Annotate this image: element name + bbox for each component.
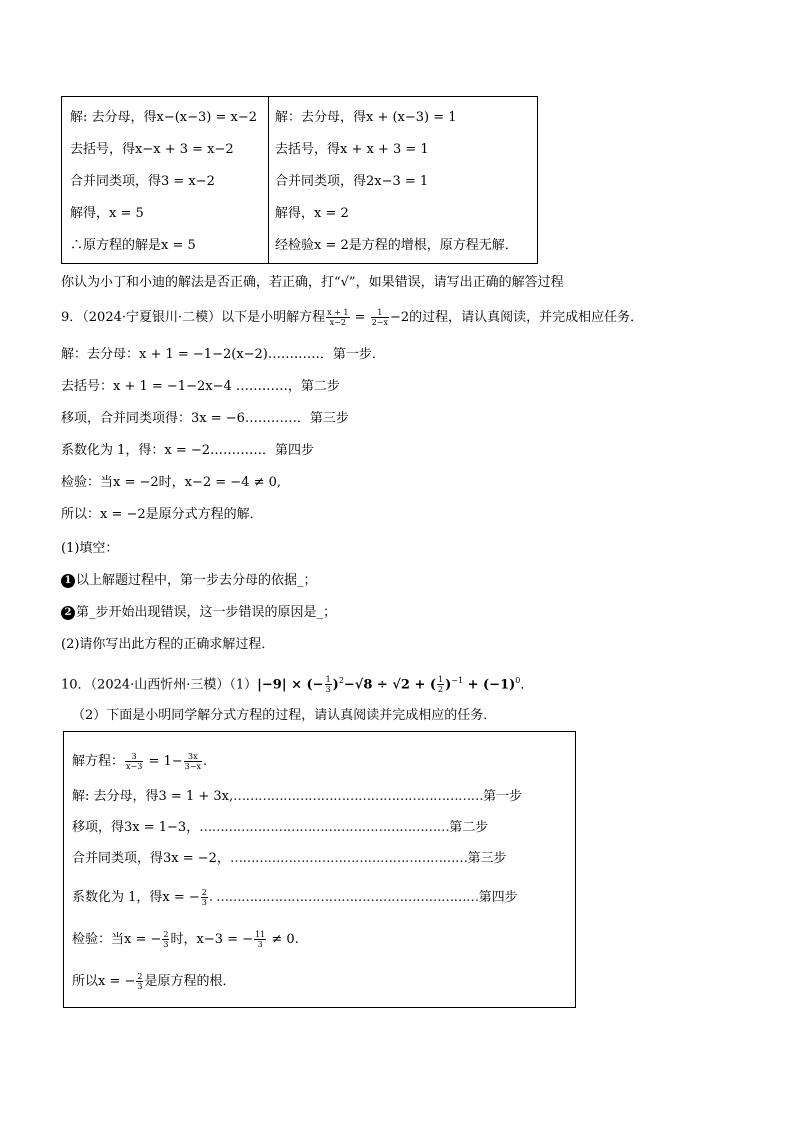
- box-fraction: [201, 888, 208, 907]
- fraction-numerator: 1: [325, 675, 331, 685]
- box-step-3: [72, 850, 506, 868]
- fraction-denominator: 3: [257, 940, 263, 949]
- table-row: 合并同类项，得2x−3 = 1: [275, 174, 429, 189]
- check-text: ≠ 0.: [267, 932, 299, 947]
- q9-step-4: 系数化为 1，得：x = −2…………．第四步: [61, 443, 315, 458]
- table-row: 解：去分母，得x + (x−3) = 1: [275, 110, 457, 125]
- q9-suffix: −2的过程，请认真阅读，并完成相应任务．: [390, 310, 644, 325]
- q10-expr-part: ): [445, 677, 452, 693]
- solutions-table: [61, 96, 538, 264]
- q10-header: [61, 672, 533, 694]
- subquestion-text: 以上解题过程中，第一步去分母的依据_；: [76, 573, 317, 588]
- fraction-denominator: 3: [137, 982, 143, 991]
- q9-step-3: 移项，合并同类项得：3x = −6…………．第三步: [61, 411, 349, 426]
- box-title-prefix: 解方程：: [72, 754, 125, 769]
- check-text: 检验：当x = −: [72, 932, 162, 947]
- q10-expr-part: + (−1): [463, 677, 516, 693]
- table-row: 去括号，得x + x + 3 = 1: [275, 142, 429, 157]
- q9-fraction-right: [371, 308, 389, 327]
- step-text: 解: 去分母，得3 = 1 + 3x,: [72, 789, 234, 804]
- table-row: 去括号，得x−x + 3 = x−2: [70, 142, 234, 157]
- box-step-4: [72, 888, 518, 907]
- q9-equals: =: [350, 310, 370, 325]
- conclusion-text: 是原方程的根．: [144, 974, 236, 989]
- box-conclusion: [72, 972, 236, 991]
- q9-header: [61, 308, 643, 327]
- fraction-numerator: 2: [201, 888, 207, 897]
- leader-dots: …………………………………………………: [229, 851, 468, 866]
- step-label: 第二步: [449, 820, 489, 835]
- fraction-denominator: 2−x: [371, 318, 388, 327]
- circled-number: 2: [61, 606, 75, 620]
- q10-prefix: 10．（2024·山西忻州·三模）（1）: [61, 677, 258, 693]
- q10-expr-part: |−9| × (−: [257, 677, 324, 693]
- subquestion-text: 第_步开始出现错误，这一步错误的原因是_；: [76, 605, 337, 620]
- step-label: 第四步: [478, 890, 518, 905]
- fraction-numerator: 1: [371, 308, 389, 318]
- step-text: 合并同类项，得3x = −2，: [72, 851, 230, 866]
- q10-part2: （2）下面是小明同学解分式方程的过程，请认真阅读并完成相应的任务．: [72, 708, 497, 723]
- solution-box: [63, 731, 576, 1008]
- q9-subquestion-1: [61, 572, 317, 590]
- q9-prefix: 9．（2024·宁夏银川·二模）以下是小明解方程: [61, 310, 326, 325]
- leader-dots: . ………………………………………………………: [208, 890, 479, 905]
- step-text: 移项，得3x = 1−3，: [72, 820, 200, 835]
- table-row: 合并同类项，得3 = x−2: [70, 174, 215, 189]
- q10-fraction: [325, 675, 332, 694]
- table-row: ∴原方程的解是x = 5: [70, 238, 196, 253]
- fraction-numerator: x + 1: [327, 308, 349, 317]
- q9-part2: (2)请你写出此方程的正确求解过程．: [61, 637, 275, 652]
- box-fraction: [125, 752, 143, 771]
- box-fraction: [254, 930, 266, 949]
- q10-expr-end: ．: [520, 677, 534, 693]
- solution-xiaodi: [269, 97, 537, 263]
- fraction-denominator: 3−x: [184, 762, 201, 771]
- table-row: 解: 去分母，得x−(x−3) = x−2: [70, 110, 258, 125]
- box-step-1: [72, 788, 522, 806]
- fraction-denominator: 3: [325, 685, 331, 695]
- leader-dots: ……………………………………………………: [199, 820, 450, 835]
- box-title-end: .: [202, 754, 208, 769]
- fraction-numerator: 3x: [184, 752, 202, 762]
- exponent: 0: [515, 676, 521, 685]
- fraction-numerator: 1: [438, 675, 444, 685]
- q10-fraction: [437, 675, 444, 694]
- table-row: 解得，x = 5: [70, 206, 144, 221]
- q9-step-1: 解：去分母：x + 1 = −1−2(x−2)…………．第一步．: [61, 347, 385, 362]
- fraction-numerator: 11: [255, 930, 266, 939]
- box-step-2: [72, 819, 488, 837]
- fraction-numerator: 2: [137, 972, 143, 981]
- fraction-denominator: 3: [201, 898, 207, 907]
- step-label: 第一步: [483, 789, 523, 804]
- q9-fraction-left: [326, 308, 349, 327]
- q9-conclusion: 所以：x = −2是原分式方程的解．: [61, 507, 263, 522]
- step-text: 系数化为 1，得x = −: [72, 890, 200, 905]
- box-check: [72, 930, 299, 949]
- fraction-denominator: x−2: [329, 318, 346, 327]
- exponent: 2: [338, 676, 344, 685]
- fraction-numerator: 2: [163, 930, 169, 939]
- box-fraction: [184, 752, 202, 771]
- fraction-numerator: 3: [125, 752, 143, 762]
- fraction-denominator: 2: [438, 685, 444, 695]
- q10-expr-part: −√8 ÷ √2 + (: [343, 677, 437, 693]
- fraction-denominator: x−3: [126, 762, 143, 771]
- conclusion-text: 所以x = −: [72, 974, 136, 989]
- fraction-denominator: 3: [163, 940, 169, 949]
- q9-step-2: 去括号：x + 1 = −1−2x−4 …………，第二步: [61, 379, 340, 394]
- leader-dots: ……………………………………………………: [233, 789, 484, 804]
- q8-instruction: 你认为小丁和小迪的解法是否正确，若正确，打“√”，如果错误，请写出正确的解答过程: [61, 275, 564, 290]
- box-fraction: [162, 930, 169, 949]
- circled-number: 1: [61, 574, 75, 588]
- table-row: 经检验x = 2是方程的增根，原方程无解．: [275, 238, 518, 253]
- q10-expr-part: ): [332, 677, 339, 693]
- box-title: [72, 752, 207, 771]
- solution-xiaoding: [62, 97, 269, 263]
- q9-subquestion-2: [61, 604, 336, 622]
- q9-part1-label: (1)填空：: [61, 541, 119, 556]
- check-text: 时，x−3 = −: [170, 932, 254, 947]
- step-label: 第三步: [467, 851, 507, 866]
- table-row: 解得，x = 2: [275, 206, 349, 221]
- box-fraction: [136, 972, 143, 991]
- q9-check: 检验：当x = −2时，x−2 = −4 ≠ 0,: [61, 475, 282, 490]
- box-title-mid: = 1−: [144, 754, 183, 769]
- exponent: −1: [451, 676, 464, 685]
